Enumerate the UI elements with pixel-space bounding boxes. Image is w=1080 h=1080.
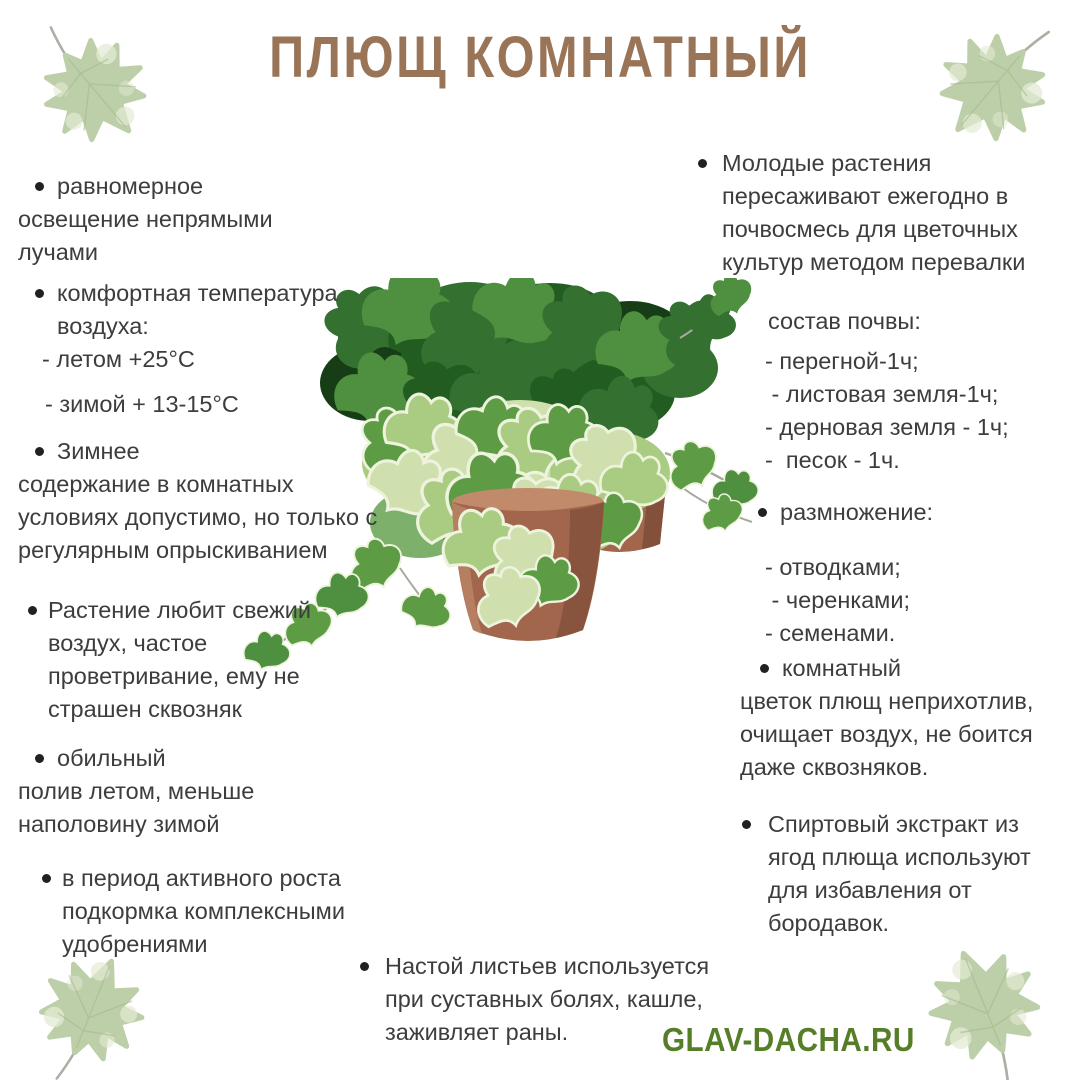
list-item xyxy=(722,551,1062,650)
bullet-dot xyxy=(42,874,51,883)
text-line: воздуха: xyxy=(57,313,149,339)
bullet-dot xyxy=(35,182,44,191)
list-item xyxy=(18,435,408,567)
text-line: Растение любит свежий xyxy=(48,597,311,623)
list-item xyxy=(722,652,1062,784)
column-right xyxy=(722,147,1062,940)
list-item xyxy=(722,808,1062,940)
bullet-dot xyxy=(35,289,44,298)
list-item xyxy=(722,305,1062,338)
text-line: условиях допустимо, но только с xyxy=(18,504,378,530)
text-line: содержание в комнатных xyxy=(18,471,294,497)
text-line: регулярным опрыскиванием xyxy=(18,537,328,563)
text-line: культур методом перевалки xyxy=(722,249,1026,275)
bullet-dot xyxy=(35,754,44,763)
text-line: в период активного роста xyxy=(62,865,341,891)
text-line: - листовая земля-1ч; xyxy=(765,381,999,407)
bullet-dot xyxy=(28,606,37,615)
list-item xyxy=(18,594,408,726)
list-item xyxy=(722,345,1062,477)
text-line: страшен сквозняк xyxy=(48,696,242,722)
text-line: комнатный xyxy=(782,655,902,681)
site-logo: GLAV-DACHA.RU xyxy=(662,1021,915,1058)
bullet-dot xyxy=(698,159,707,168)
text-line: - летом +25°C xyxy=(42,346,195,372)
text-line: состав почвы: xyxy=(768,308,921,334)
text-line: - черенками; xyxy=(765,587,910,613)
text-line: - зимой + 13-15°C xyxy=(45,391,239,417)
bullet-dot xyxy=(35,447,44,456)
list-item xyxy=(18,277,408,421)
text-line: размножение: xyxy=(780,499,934,525)
bullet-dot xyxy=(758,508,767,517)
text-line: подкормка комплексными xyxy=(62,898,345,924)
text-line: комфортная температура xyxy=(57,280,338,306)
list-item xyxy=(722,496,1062,529)
text-line: пересаживают ежегодно в xyxy=(722,183,1009,209)
text-line: - отводками; xyxy=(765,554,901,580)
text-line: очищает воздух, не боится xyxy=(740,721,1033,747)
text-line: лучами xyxy=(18,239,99,265)
text-line: Зимнее xyxy=(57,438,140,464)
text-line: цветок плющ неприхотлив, xyxy=(740,688,1034,714)
text-line: заживляет раны. xyxy=(385,1019,569,1045)
list-item xyxy=(18,862,408,961)
text-line: даже сквозняков. xyxy=(740,754,929,780)
text-line: ягод плюща используют xyxy=(768,844,1031,870)
list-item xyxy=(18,742,408,841)
text-line: равномерное xyxy=(57,173,204,199)
column-left xyxy=(18,170,408,961)
text-line: бородавок. xyxy=(768,910,890,936)
bullet-dot xyxy=(760,664,769,673)
text-line: полив летом, меньше xyxy=(18,778,255,804)
text-line: освещение непрямыми xyxy=(18,206,273,232)
text-line: Молодые растения xyxy=(722,150,932,176)
list-item xyxy=(18,170,408,269)
text-line: Спиртовый экстракт из xyxy=(768,811,1019,837)
bullet-dot xyxy=(742,820,751,829)
text-line: удобрениями xyxy=(62,931,208,957)
text-line: воздух, частое xyxy=(48,630,208,656)
bullet-dot xyxy=(360,962,369,971)
text-line: - дерновая земля - 1ч; xyxy=(765,414,1009,440)
page-title: ПЛЮЩ КОМНАТНЫЙ xyxy=(269,25,811,90)
text-line: - перегной-1ч; xyxy=(765,348,919,374)
text-line: обильный xyxy=(57,745,166,771)
text-line: - семенами. xyxy=(765,620,896,646)
text-line: - песок - 1ч. xyxy=(765,447,900,473)
text-line: при суставных болях, кашле, xyxy=(385,986,703,1012)
list-item xyxy=(722,147,1062,279)
text-line: Настой листьев используется xyxy=(385,953,710,979)
text-line: проветривание, ему не xyxy=(48,663,300,689)
text-line: почвосмесь для цветочных xyxy=(722,216,1018,242)
text-line: наполовину зимой xyxy=(18,811,220,837)
text-line: для избавления от xyxy=(768,877,972,903)
